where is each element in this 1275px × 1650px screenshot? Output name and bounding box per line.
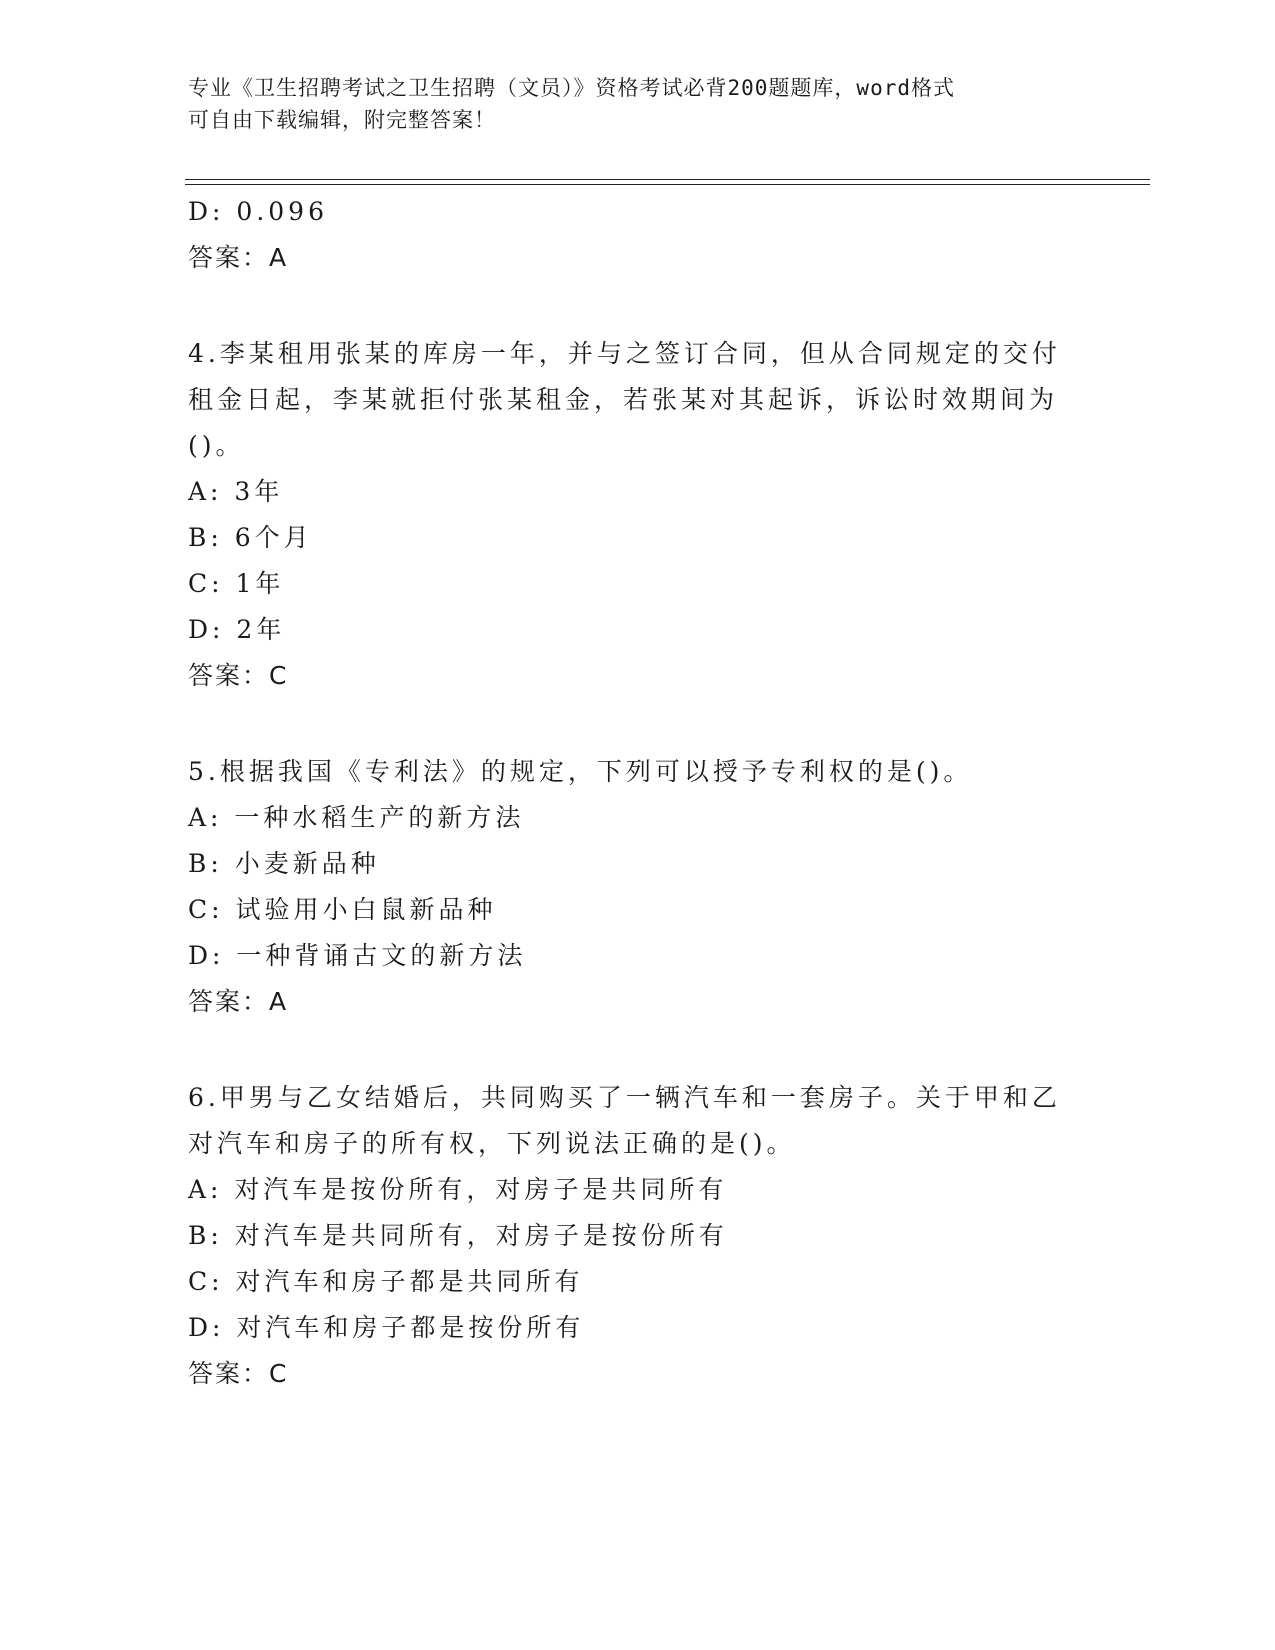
question-stem-line: 租金日起，李某就拒付张某租金，若张某对其起诉，诉讼时效期间为	[188, 385, 1059, 414]
header-divider-bottom	[185, 184, 1150, 185]
option-d: D: 2年	[188, 615, 286, 644]
header-divider-top	[185, 179, 1150, 180]
question-stem-line: 6.甲男与乙女结婚后，共同购买了一辆汽车和一套房子。关于甲和乙	[188, 1083, 1061, 1112]
option-d: D: 对汽车和房子都是按份所有	[188, 1313, 585, 1342]
option-a: A: 一种水稻生产的新方法	[188, 803, 525, 832]
option-c: C: 对汽车和房子都是共同所有	[188, 1267, 584, 1296]
answer-line: 答案：A	[188, 987, 289, 1016]
option-b: B: 小麦新品种	[188, 849, 380, 878]
question-stem-line: 对汽车和房子的所有权，下列说法正确的是()。	[188, 1129, 796, 1158]
question-stem-line: ()。	[188, 431, 245, 460]
document-header	[188, 72, 1068, 136]
option-c: C: 1年	[188, 569, 285, 598]
question-stem-line: 5.根据我国《专利法》的规定，下列可以授予专利权的是()。	[188, 757, 973, 786]
question-5	[188, 749, 1068, 1025]
answer-line: 答案：A	[188, 243, 289, 272]
previous-question-tail	[188, 189, 1068, 281]
option-d: D: 0.096	[188, 197, 328, 226]
option-b: B: 对汽车是共同所有，对房子是按份所有	[188, 1221, 728, 1250]
answer-line: 答案：C	[188, 1359, 289, 1388]
question-6	[188, 1075, 1068, 1397]
option-d: D: 一种背诵古文的新方法	[188, 941, 527, 970]
option-a: A: 对汽车是按份所有，对房子是共同所有	[188, 1175, 728, 1204]
question-4	[188, 331, 1068, 699]
header-line-2: 可自由下载编辑，附完整答案！	[188, 108, 496, 132]
option-a: A: 3年	[188, 477, 284, 506]
header-line-1: 专业《卫生招聘考试之卫生招聘（文员）》资格考试必背200题题库，word格式	[188, 76, 955, 100]
answer-line: 答案：C	[188, 661, 289, 690]
document-body	[188, 189, 1068, 1397]
question-stem-line: 4.李某租用张某的库房一年，并与之签订合同，但从合同规定的交付	[188, 339, 1061, 368]
option-b: B: 6个月	[188, 523, 313, 552]
option-c: C: 试验用小白鼠新品种	[188, 895, 497, 924]
